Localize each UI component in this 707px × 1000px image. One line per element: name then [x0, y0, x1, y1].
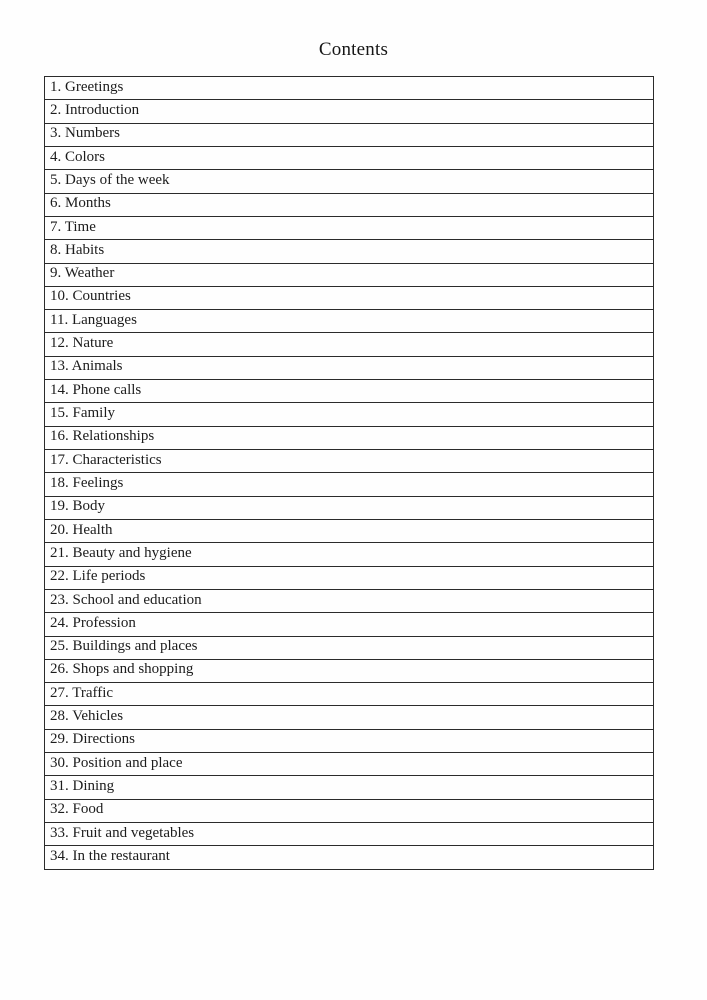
table-of-contents	[44, 76, 654, 870]
table-row	[45, 450, 654, 473]
table-row	[45, 380, 654, 403]
table-row	[45, 123, 654, 146]
toc-entry: 6. Months	[45, 193, 654, 216]
table-row	[45, 683, 654, 706]
toc-entry: 24. Profession	[45, 613, 654, 636]
toc-body	[45, 77, 654, 870]
toc-entry: 18. Feelings	[45, 473, 654, 496]
toc-entry: 28. Vehicles	[45, 706, 654, 729]
table-row	[45, 356, 654, 379]
table-row	[45, 333, 654, 356]
table-row	[45, 240, 654, 263]
toc-entry: 31. Dining	[45, 776, 654, 799]
table-row	[45, 193, 654, 216]
toc-entry: 2. Introduction	[45, 100, 654, 123]
table-row	[45, 473, 654, 496]
table-row	[45, 146, 654, 169]
toc-entry: 33. Fruit and vegetables	[45, 823, 654, 846]
toc-entry: 34. In the restaurant	[45, 846, 654, 870]
toc-entry: 1. Greetings	[45, 77, 654, 100]
toc-entry: 3. Numbers	[45, 123, 654, 146]
table-row	[45, 77, 654, 100]
toc-entry: 5. Days of the week	[45, 170, 654, 193]
toc-entry: 14. Phone calls	[45, 380, 654, 403]
toc-entry: 23. School and education	[45, 589, 654, 612]
table-row	[45, 659, 654, 682]
page-title: Contents	[318, 39, 389, 60]
table-row	[45, 310, 654, 333]
toc-entry: 27. Traffic	[45, 683, 654, 706]
toc-entry: 4. Colors	[45, 146, 654, 169]
table-row	[45, 799, 654, 822]
table-row	[45, 403, 654, 426]
toc-entry: 32. Food	[45, 799, 654, 822]
table-row	[45, 263, 654, 286]
table-row	[45, 496, 654, 519]
table-row	[45, 823, 654, 846]
toc-entry: 26. Shops and shopping	[45, 659, 654, 682]
table-row	[45, 589, 654, 612]
table-row	[45, 729, 654, 752]
table-row	[45, 846, 654, 870]
toc-entry: 20. Health	[45, 519, 654, 542]
toc-entry: 10. Countries	[45, 286, 654, 309]
toc-entry: 11. Languages	[45, 310, 654, 333]
toc-entry: 16. Relationships	[45, 426, 654, 449]
toc-entry: 21. Beauty and hygiene	[45, 543, 654, 566]
toc-entry: 29. Directions	[45, 729, 654, 752]
table-row	[45, 216, 654, 239]
toc-entry: 8. Habits	[45, 240, 654, 263]
table-row	[45, 286, 654, 309]
table-row	[45, 100, 654, 123]
table-row	[45, 426, 654, 449]
toc-entry: 9. Weather	[45, 263, 654, 286]
toc-entry: 15. Family	[45, 403, 654, 426]
toc-entry: 22. Life periods	[45, 566, 654, 589]
table-row	[45, 170, 654, 193]
toc-entry: 30. Position and place	[45, 753, 654, 776]
toc-entry: 17. Characteristics	[45, 450, 654, 473]
table-row	[45, 543, 654, 566]
toc-entry: 7. Time	[45, 216, 654, 239]
table-row	[45, 613, 654, 636]
toc-entry: 12. Nature	[45, 333, 654, 356]
table-row	[45, 566, 654, 589]
table-row	[45, 776, 654, 799]
toc-entry: 13. Animals	[45, 356, 654, 379]
table-row	[45, 706, 654, 729]
toc-entry: 19. Body	[45, 496, 654, 519]
toc-entry: 25. Buildings and places	[45, 636, 654, 659]
table-row	[45, 636, 654, 659]
table-row	[45, 519, 654, 542]
table-row	[45, 753, 654, 776]
